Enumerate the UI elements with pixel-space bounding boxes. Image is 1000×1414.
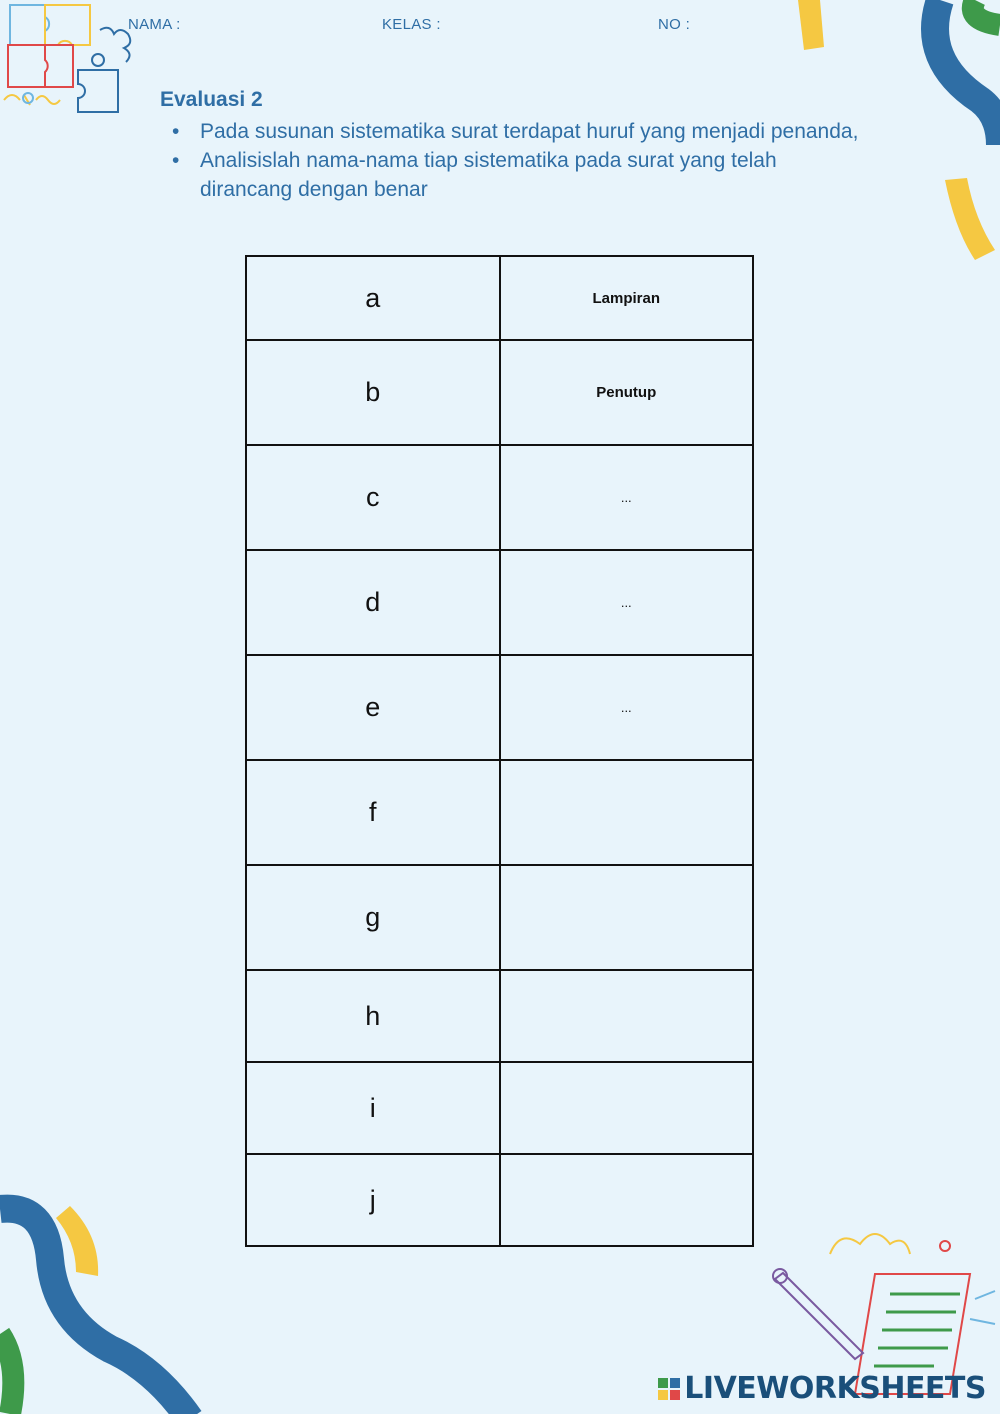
letter-cell: e <box>246 655 500 760</box>
table-row <box>246 256 753 340</box>
answer-table <box>245 255 754 1247</box>
letter-cell: d <box>246 550 500 655</box>
answer-cell[interactable]: ... <box>500 445 754 550</box>
table-row <box>246 1062 753 1154</box>
letter-cell: i <box>246 1062 500 1154</box>
answer-cell[interactable] <box>500 1062 754 1154</box>
answer-cell[interactable]: Lampiran <box>500 256 754 340</box>
instruction-list <box>172 117 872 204</box>
table-row <box>246 340 753 445</box>
letter-cell: a <box>246 256 500 340</box>
table-row <box>246 970 753 1062</box>
letter-cell: h <box>246 970 500 1062</box>
letter-cell: g <box>246 865 500 970</box>
table-row <box>246 760 753 865</box>
letter-cell: b <box>246 340 500 445</box>
answer-cell[interactable]: ... <box>500 550 754 655</box>
table-row <box>246 550 753 655</box>
answer-cell[interactable]: ... <box>500 655 754 760</box>
logo-mark <box>658 1378 680 1400</box>
instruction-item: • Pada susunan sistematika surat terdapat huruf yang menjadi penanda, <box>172 117 872 146</box>
answer-cell[interactable] <box>500 1154 754 1246</box>
logo-text: LIVEWORKSHEETS <box>684 1371 986 1406</box>
instruction-item: • Analisislah nama-nama tiap sistematika pada surat yang telah dirancang dengan benar <box>172 146 872 204</box>
letter-cell: c <box>246 445 500 550</box>
table-row <box>246 445 753 550</box>
nama-label: NAMA : <box>128 16 181 33</box>
answer-cell[interactable] <box>500 865 754 970</box>
table-row <box>246 655 753 760</box>
answer-cell[interactable]: Penutup <box>500 340 754 445</box>
letter-cell: f <box>246 760 500 865</box>
wave-decoration-bottom-left <box>0 1194 260 1414</box>
answer-cell[interactable] <box>500 970 754 1062</box>
no-label: NO : <box>658 16 691 33</box>
letter-cell: j <box>246 1154 500 1246</box>
page-title: Evaluasi 2 <box>160 88 263 111</box>
liveworksheets-logo <box>658 1371 986 1406</box>
kelas-label: KELAS : <box>382 16 441 33</box>
answer-cell[interactable] <box>500 760 754 865</box>
table-row <box>246 1154 753 1246</box>
table-row <box>246 865 753 970</box>
